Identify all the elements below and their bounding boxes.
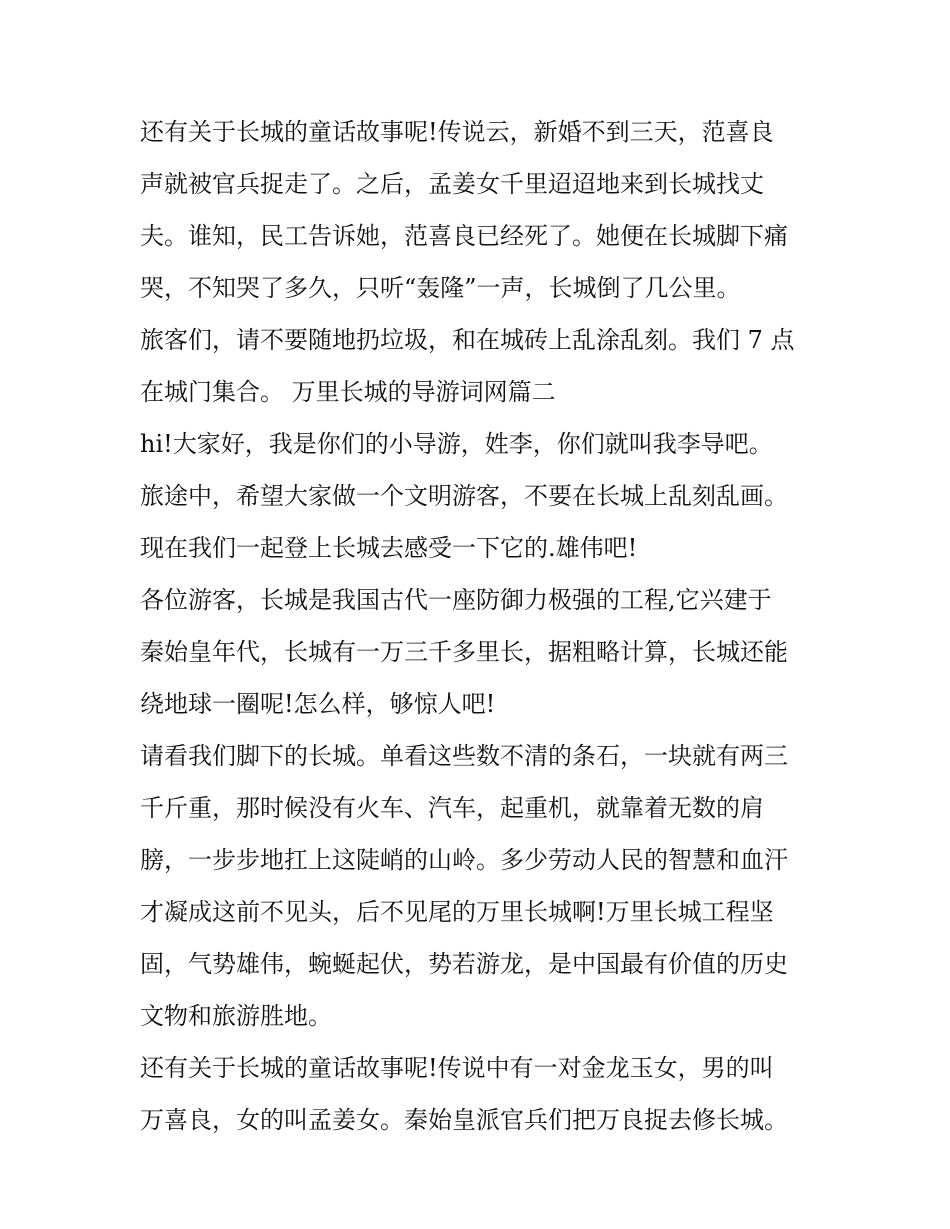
text-line: 秦始皇年代，长城有一万三千多里长，据粗略计算，长城还能 — [140, 638, 788, 666]
text-line: 还有关于长城的童话故事呢!传说云，新婚不到三天，范喜良 — [140, 118, 774, 146]
text-line: 才凝成这前不见头，后不见尾的万里长城啊!万里长城工程坚 — [140, 898, 774, 926]
text-line: 夫。谁知，民工告诉她，范喜良已经死了。她便在长城脚下痛 — [140, 222, 788, 250]
text-line: 在城门集合。 万里长城的导游词网篇二 — [140, 378, 556, 406]
text-line: 声就被官兵捉走了。之后，孟姜女千里迢迢地来到长城找丈 — [140, 170, 764, 198]
text-line: hi!大家好，我是你们的小导游，姓李，你们就叫我李导吧。 — [140, 430, 773, 458]
text-line: 旅客们，请不要随地扔垃圾，和在城砖上乱涂乱刻。我们 7 点 — [140, 326, 795, 354]
text-line: 各位游客，长城是我国古代一座防御力极强的工程,它兴建于 — [140, 586, 772, 614]
text-line: 现在我们一起登上长城去感受一下它的.雄伟吧! — [140, 534, 638, 562]
document-body — [140, 106, 815, 1146]
text-line: 绕地球一圈呢!怎么样，够惊人吧! — [140, 690, 496, 718]
text-line: 万喜良，女的叫孟姜女。秦始皇派官兵们把万良捉去修长城。 — [140, 1106, 788, 1134]
text-line: 哭，不知哭了多久，只听“轰隆”一声，长城倒了几公里。 — [140, 274, 741, 302]
text-line: 固，气势雄伟，蜿蜒起伏，势若游龙，是中国最有价值的历史 — [140, 950, 788, 978]
text-line: 旅途中，希望大家做一个文明游客，不要在长城上乱刻乱画。 — [140, 482, 788, 510]
text-line: 文物和旅游胜地。 — [140, 1002, 332, 1030]
text-line: 千斤重，那时候没有火车、汽车，起重机，就靠着无数的肩 — [140, 794, 764, 822]
text-line: 膀，一步步地扛上这陡峭的山岭。多少劳动人民的智慧和血汗 — [140, 846, 788, 874]
text-line: 请看我们脚下的长城。单看这些数不清的条石，一块就有两三 — [140, 742, 788, 770]
text-line: 还有关于长城的童话故事呢!传说中有一对金龙玉女，男的叫 — [140, 1054, 774, 1082]
